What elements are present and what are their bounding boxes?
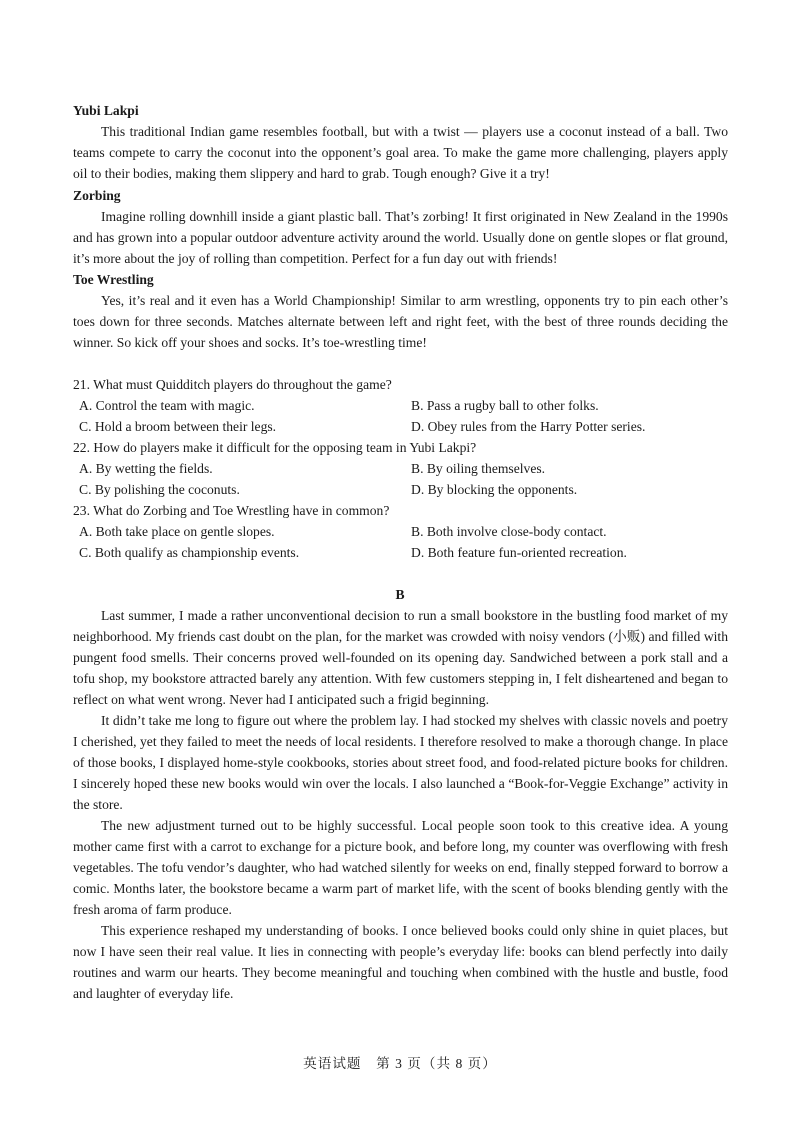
paragraph: This traditional Indian game resembles football, but with a twist — players use a coconut instead of a ball. Two teams compete to carry the coconut into the opponent’s goal area. To make the game more challenging, players apply oil to their bodies, making them slippery and hard to grab. Tough enough? Give it a try! bbox=[73, 124, 728, 181]
paragraph: Yes, it’s real and it even has a World Championship! Similar to arm wrestling, opponents try to pin each other’s toes down for three seconds. Matches alternate between left and right feet, with the best of three rounds deciding the winner. So kick off your shoes and socks. It’s toe-wrestling time! bbox=[73, 293, 728, 350]
option-23-b: B. Both involve close-body contact. bbox=[411, 524, 607, 539]
section-body-zorbing bbox=[73, 206, 728, 269]
section-body-yubi-lakpi bbox=[73, 121, 728, 184]
paragraph: The new adjustment turned out to be highly successful. Local people soon took to this creative idea. A young mother came first with a carrot to exchange for a picture book, and before long, my counter was overflowing with fresh vegetables. The tofu vendor’s daughter, who had watched silently for weeks on end, finally stepped forward to borrow a comic. Months later, the bookstore became a warm part of market life, with the scent of books blending gently with the fresh aroma of farm produce. bbox=[73, 818, 728, 917]
option-22-b: B. By oiling themselves. bbox=[411, 461, 546, 476]
passage-b-label: B bbox=[395, 587, 405, 602]
passage-b-body bbox=[73, 605, 728, 1004]
paragraph: This experience reshaped my understanding of books. I once believed books could only shine in quiet places, but now I have seen their real value. It lies in connecting with people’s everyday life: books can blend perfectly into daily routines and warm our hearts. They become meaningful and touching when combined with the hustle and bustle, food and laughter of everyday life. bbox=[73, 923, 728, 1001]
option-21-d: D. Obey rules from the Harry Potter series. bbox=[411, 419, 646, 434]
option-23-a: A. Both take place on gentle slopes. bbox=[79, 524, 275, 539]
option-22-a: A. By wetting the fields. bbox=[79, 461, 213, 476]
section-body-toe-wrestling bbox=[73, 290, 728, 353]
section-heading-yubi-lakpi: Yubi Lakpi bbox=[73, 103, 139, 118]
option-22-d: D. By blocking the opponents. bbox=[411, 482, 578, 497]
option-22-c: C. By polishing the coconuts. bbox=[79, 482, 240, 497]
option-23-c: C. Both qualify as championship events. bbox=[79, 545, 300, 560]
option-21-c: C. Hold a broom between their legs. bbox=[79, 419, 277, 434]
section-heading-toe-wrestling: Toe Wrestling bbox=[73, 272, 154, 287]
paragraph: Imagine rolling downhill inside a giant plastic ball. That’s zorbing! It first originated in New Zealand in the 1990s and has grown into a popular outdoor adventure activity around the world. Usually done on gentle slopes or flat ground, it’s more about the joy of rolling than competition. Perfect for a fun day out with friends! bbox=[73, 209, 728, 266]
option-21-b: B. Pass a rugby ball to other folks. bbox=[411, 398, 599, 413]
option-23-d: D. Both feature fun-oriented recreation. bbox=[411, 545, 627, 560]
page-footer: 英语试题 第 3 页（共 8 页） bbox=[303, 1056, 497, 1071]
paragraph: It didn’t take me long to figure out where the problem lay. I had stocked my shelves with classic novels and poetry I cherished, yet they failed to meet the needs of local residents. I therefore resolved to make a thorough change. In place of those books, I displayed home-style cookbooks, stories about street food, and food-related picture books for children. I sincerely hoped these new books would win over the locals. I also launched a “Book-for-Veggie Exchange” activity in the store. bbox=[73, 713, 728, 812]
question-21: 21. What must Quidditch players do throughout the game? bbox=[73, 377, 392, 392]
paragraph: Last summer, I made a rather unconventional decision to run a small bookstore in the bustling food market of my neighborhood. My friends cast doubt on the plan, for the market was crowded with noisy vendors (小贩) and filled with pungent food smells. Their concerns proved well-founded on its opening day. Sandwiched between a pork stall and a tofu shop, my bookstore attracted barely any attention. With few customers stepping in, I felt disheartened and began to reflect on what went wrong. Never had I anticipated such a frigid beginning. bbox=[73, 608, 728, 707]
option-21-a: A. Control the team with magic. bbox=[79, 398, 255, 413]
question-22: 22. How do players make it difficult for the opposing team in Yubi Lakpi? bbox=[73, 440, 477, 455]
section-heading-zorbing: Zorbing bbox=[73, 188, 121, 203]
question-23: 23. What do Zorbing and Toe Wrestling have in common? bbox=[73, 503, 390, 518]
